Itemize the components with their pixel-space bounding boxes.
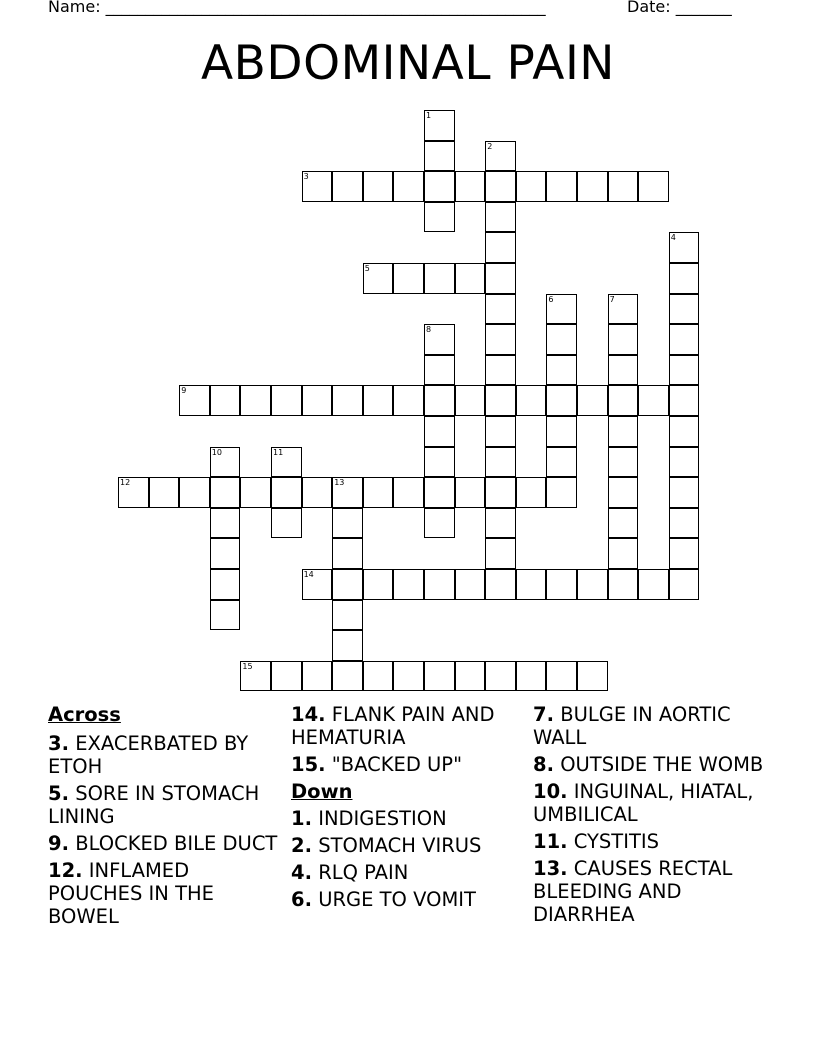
cell-number: 12 (120, 478, 131, 488)
grid-cell[interactable] (179, 477, 210, 508)
grid-cell[interactable] (669, 569, 700, 600)
grid-cell[interactable] (485, 661, 516, 692)
grid-cell[interactable] (332, 385, 363, 416)
grid-cell[interactable] (669, 447, 700, 478)
grid-cell[interactable] (608, 355, 639, 386)
clue-number: 2. (291, 834, 312, 857)
grid-cell[interactable] (332, 538, 363, 569)
clue-text: RLQ PAIN (318, 861, 409, 884)
grid-cell[interactable] (393, 661, 424, 692)
grid-cell[interactable] (669, 508, 700, 539)
grid-cell[interactable] (485, 569, 516, 600)
grid-cell[interactable] (485, 141, 516, 172)
cell-number: 8 (426, 325, 432, 335)
clue-down-13 (533, 857, 765, 926)
grid-cell[interactable] (424, 508, 455, 539)
clue-down-2 (291, 834, 523, 857)
grid-cell[interactable] (485, 385, 516, 416)
clue-down-1 (291, 807, 523, 830)
clue-across-3 (48, 732, 280, 778)
grid-cell[interactable] (424, 477, 455, 508)
grid-cell[interactable] (271, 661, 302, 692)
clue-number: 8. (533, 753, 554, 776)
clue-across-15 (291, 753, 523, 776)
grid-cell[interactable] (424, 324, 455, 355)
grid-cell[interactable] (516, 661, 547, 692)
across-heading: Across (48, 703, 121, 726)
grid-cell[interactable] (424, 110, 455, 141)
grid-cell[interactable] (638, 171, 669, 202)
grid-cell[interactable] (485, 447, 516, 478)
grid-cell[interactable] (608, 538, 639, 569)
grid-cell[interactable] (608, 416, 639, 447)
clue-text: INDIGESTION (318, 807, 447, 830)
grid-cell[interactable] (210, 538, 241, 569)
grid-cell[interactable] (577, 385, 608, 416)
down-heading: Down (291, 780, 353, 803)
grid-cell[interactable] (608, 324, 639, 355)
grid-cell[interactable] (424, 202, 455, 233)
clue-text: EXACERBATED BY ETOH (48, 732, 249, 778)
grid-cell[interactable] (424, 263, 455, 294)
grid-cell[interactable] (638, 385, 669, 416)
clue-across-5 (48, 782, 280, 828)
grid-cell[interactable] (332, 477, 363, 508)
cell-number: 14 (303, 570, 314, 579)
grid-cell[interactable] (271, 447, 302, 478)
grid-cell[interactable] (485, 477, 516, 508)
name-field[interactable]: Name: _______________________________________________________ (48, 0, 546, 16)
cell-number: 4 (670, 233, 676, 243)
clue-number: 4. (291, 861, 312, 884)
grid-cell[interactable] (424, 171, 455, 202)
grid-cell[interactable] (485, 263, 516, 294)
grid-cell[interactable] (546, 294, 577, 325)
grid-cell[interactable] (455, 569, 486, 600)
grid-cell[interactable] (516, 569, 547, 600)
grid-cell[interactable] (455, 171, 486, 202)
grid-cell[interactable] (546, 477, 577, 508)
grid-cell[interactable] (424, 355, 455, 386)
clue-number: 15. (291, 753, 326, 776)
grid-cell[interactable] (210, 385, 241, 416)
clue-down-8 (533, 753, 765, 776)
grid-cell[interactable] (669, 538, 700, 569)
page-title: ABDOMINAL PAIN (201, 36, 615, 91)
grid-cell[interactable] (455, 385, 486, 416)
grid-cell[interactable] (363, 477, 394, 508)
clue-number: 7. (533, 703, 554, 726)
grid-cell[interactable] (332, 600, 363, 631)
grid-cell[interactable] (455, 661, 486, 692)
grid-cell[interactable] (271, 385, 302, 416)
grid-cell[interactable] (485, 355, 516, 386)
grid-cell[interactable] (363, 569, 394, 600)
grid-cell[interactable] (424, 569, 455, 600)
cell-number: 11 (273, 447, 284, 457)
clue-number: 11. (533, 830, 568, 853)
grid-cell[interactable] (669, 416, 700, 447)
grid-cell[interactable] (608, 447, 639, 478)
grid-cell[interactable] (577, 171, 608, 202)
grid-cell[interactable] (302, 171, 333, 202)
grid-cell[interactable] (546, 416, 577, 447)
grid-cell[interactable] (210, 569, 241, 600)
clue-text: CYSTITIS (573, 830, 660, 853)
grid-cell[interactable] (363, 661, 394, 692)
grid-cell[interactable] (393, 477, 424, 508)
clue-number: 12. (48, 859, 83, 882)
clue-text: INFLAMED POUCHES IN THE BOWEL (48, 859, 214, 928)
grid-cell[interactable] (271, 477, 302, 508)
clue-text: STOMACH VIRUS (318, 834, 482, 857)
grid-cell[interactable] (669, 355, 700, 386)
grid-cell[interactable] (424, 416, 455, 447)
grid-cell[interactable] (608, 508, 639, 539)
grid-cell[interactable] (546, 385, 577, 416)
grid-cell[interactable] (546, 171, 577, 202)
clue-text: SORE IN STOMACH LINING (48, 782, 260, 828)
clue-column-3 (533, 703, 765, 930)
grid-cell[interactable] (363, 263, 394, 294)
clue-down-11 (533, 830, 765, 853)
grid-cell[interactable] (240, 385, 271, 416)
grid-cell[interactable] (608, 385, 639, 416)
cell-number: 3 (303, 172, 309, 182)
grid-cell[interactable] (302, 661, 333, 692)
grid-cell[interactable] (332, 508, 363, 539)
clue-number: 3. (48, 732, 69, 755)
grid-cell[interactable] (546, 569, 577, 600)
cell-number: 10 (211, 447, 222, 457)
grid-cell[interactable] (608, 171, 639, 202)
clue-down-10 (533, 780, 765, 826)
clue-text: URGE TO VOMIT (318, 888, 476, 911)
clue-column-2 (291, 703, 523, 915)
grid-cell[interactable] (485, 538, 516, 569)
grid-cell[interactable] (210, 477, 241, 508)
grid-cell[interactable] (546, 355, 577, 386)
grid-cell[interactable] (485, 294, 516, 325)
grid-cell[interactable] (332, 630, 363, 661)
grid-cell[interactable] (669, 263, 700, 294)
clue-text: BULGE IN AORTIC WALL (533, 703, 731, 749)
clue-column-1 (48, 703, 280, 932)
grid-cell[interactable] (332, 661, 363, 692)
grid-cell[interactable] (455, 263, 486, 294)
grid-cell[interactable] (669, 294, 700, 325)
clue-number: 9. (48, 832, 69, 855)
clue-down-6 (291, 888, 523, 911)
grid-cell[interactable] (669, 232, 700, 263)
clue-number: 14. (291, 703, 326, 726)
grid-cell[interactable] (516, 385, 547, 416)
grid-cell[interactable] (546, 447, 577, 478)
cell-number: 9 (181, 386, 187, 396)
grid-cell[interactable] (485, 232, 516, 263)
grid-cell[interactable] (302, 385, 333, 416)
grid-cell[interactable] (302, 569, 333, 600)
grid-cell[interactable] (638, 569, 669, 600)
clue-text: INGUINAL, HIATAL, UMBILICAL (533, 780, 754, 826)
clue-number: 6. (291, 888, 312, 911)
clue-down-4 (291, 861, 523, 884)
clue-text: CAUSES RECTAL BLEEDING AND DIARRHEA (533, 857, 733, 926)
grid-cell[interactable] (149, 477, 180, 508)
grid-cell[interactable] (393, 263, 424, 294)
grid-cell[interactable] (240, 477, 271, 508)
grid-cell[interactable] (271, 508, 302, 539)
clue-down-7 (533, 703, 765, 749)
grid-cell[interactable] (393, 385, 424, 416)
grid-cell[interactable] (210, 447, 241, 478)
grid-cell[interactable] (424, 141, 455, 172)
cell-number: 13 (334, 478, 345, 488)
grid-cell[interactable] (210, 508, 241, 539)
grid-cell[interactable] (363, 171, 394, 202)
grid-cell[interactable] (118, 477, 149, 508)
clue-number: 5. (48, 782, 69, 805)
grid-cell[interactable] (393, 569, 424, 600)
clue-text: OUTSIDE THE WOMB (560, 753, 764, 776)
grid-cell[interactable] (577, 661, 608, 692)
grid-cell[interactable] (608, 294, 639, 325)
grid-cell[interactable] (669, 324, 700, 355)
clue-across-14 (291, 703, 523, 749)
grid-cell[interactable] (302, 477, 333, 508)
grid-cell[interactable] (240, 661, 271, 692)
grid-cell[interactable] (179, 385, 210, 416)
grid-cell[interactable] (577, 569, 608, 600)
cell-number: 6 (548, 294, 554, 304)
cell-number: 1 (426, 111, 432, 120)
grid-cell[interactable] (516, 171, 547, 202)
grid-cell[interactable] (332, 569, 363, 600)
grid-cell[interactable] (608, 569, 639, 600)
grid-cell[interactable] (516, 477, 547, 508)
grid-cell[interactable] (363, 385, 394, 416)
grid-cell[interactable] (485, 508, 516, 539)
grid-cell[interactable] (332, 171, 363, 202)
date-field[interactable]: Date: _______ (627, 0, 732, 16)
grid-cell[interactable] (669, 385, 700, 416)
grid-cell[interactable] (424, 447, 455, 478)
grid-cell[interactable] (608, 477, 639, 508)
clue-text: BLOCKED BILE DUCT (75, 832, 278, 855)
grid-cell[interactable] (485, 171, 516, 202)
grid-cell[interactable] (393, 171, 424, 202)
clue-text: "BACKED UP" (331, 753, 463, 776)
grid-cell[interactable] (485, 416, 516, 447)
clue-across-9 (48, 832, 280, 855)
grid-cell[interactable] (485, 324, 516, 355)
cell-number: 7 (609, 294, 615, 304)
cell-number: 5 (364, 264, 370, 273)
cell-number: 15 (242, 661, 253, 671)
grid-cell[interactable] (546, 324, 577, 355)
clue-number: 10. (533, 780, 568, 803)
clue-text: FLANK PAIN AND HEMATURIA (291, 703, 495, 749)
grid-cell[interactable] (669, 477, 700, 508)
clue-across-12 (48, 859, 280, 928)
grid-cell[interactable] (546, 661, 577, 692)
grid-cell[interactable] (485, 202, 516, 233)
clue-number: 1. (291, 807, 312, 830)
clue-number: 13. (533, 857, 568, 880)
grid-cell[interactable] (424, 385, 455, 416)
grid-cell[interactable] (424, 661, 455, 692)
cell-number: 2 (487, 141, 493, 151)
grid-cell[interactable] (210, 600, 241, 631)
grid-cell[interactable] (455, 477, 486, 508)
